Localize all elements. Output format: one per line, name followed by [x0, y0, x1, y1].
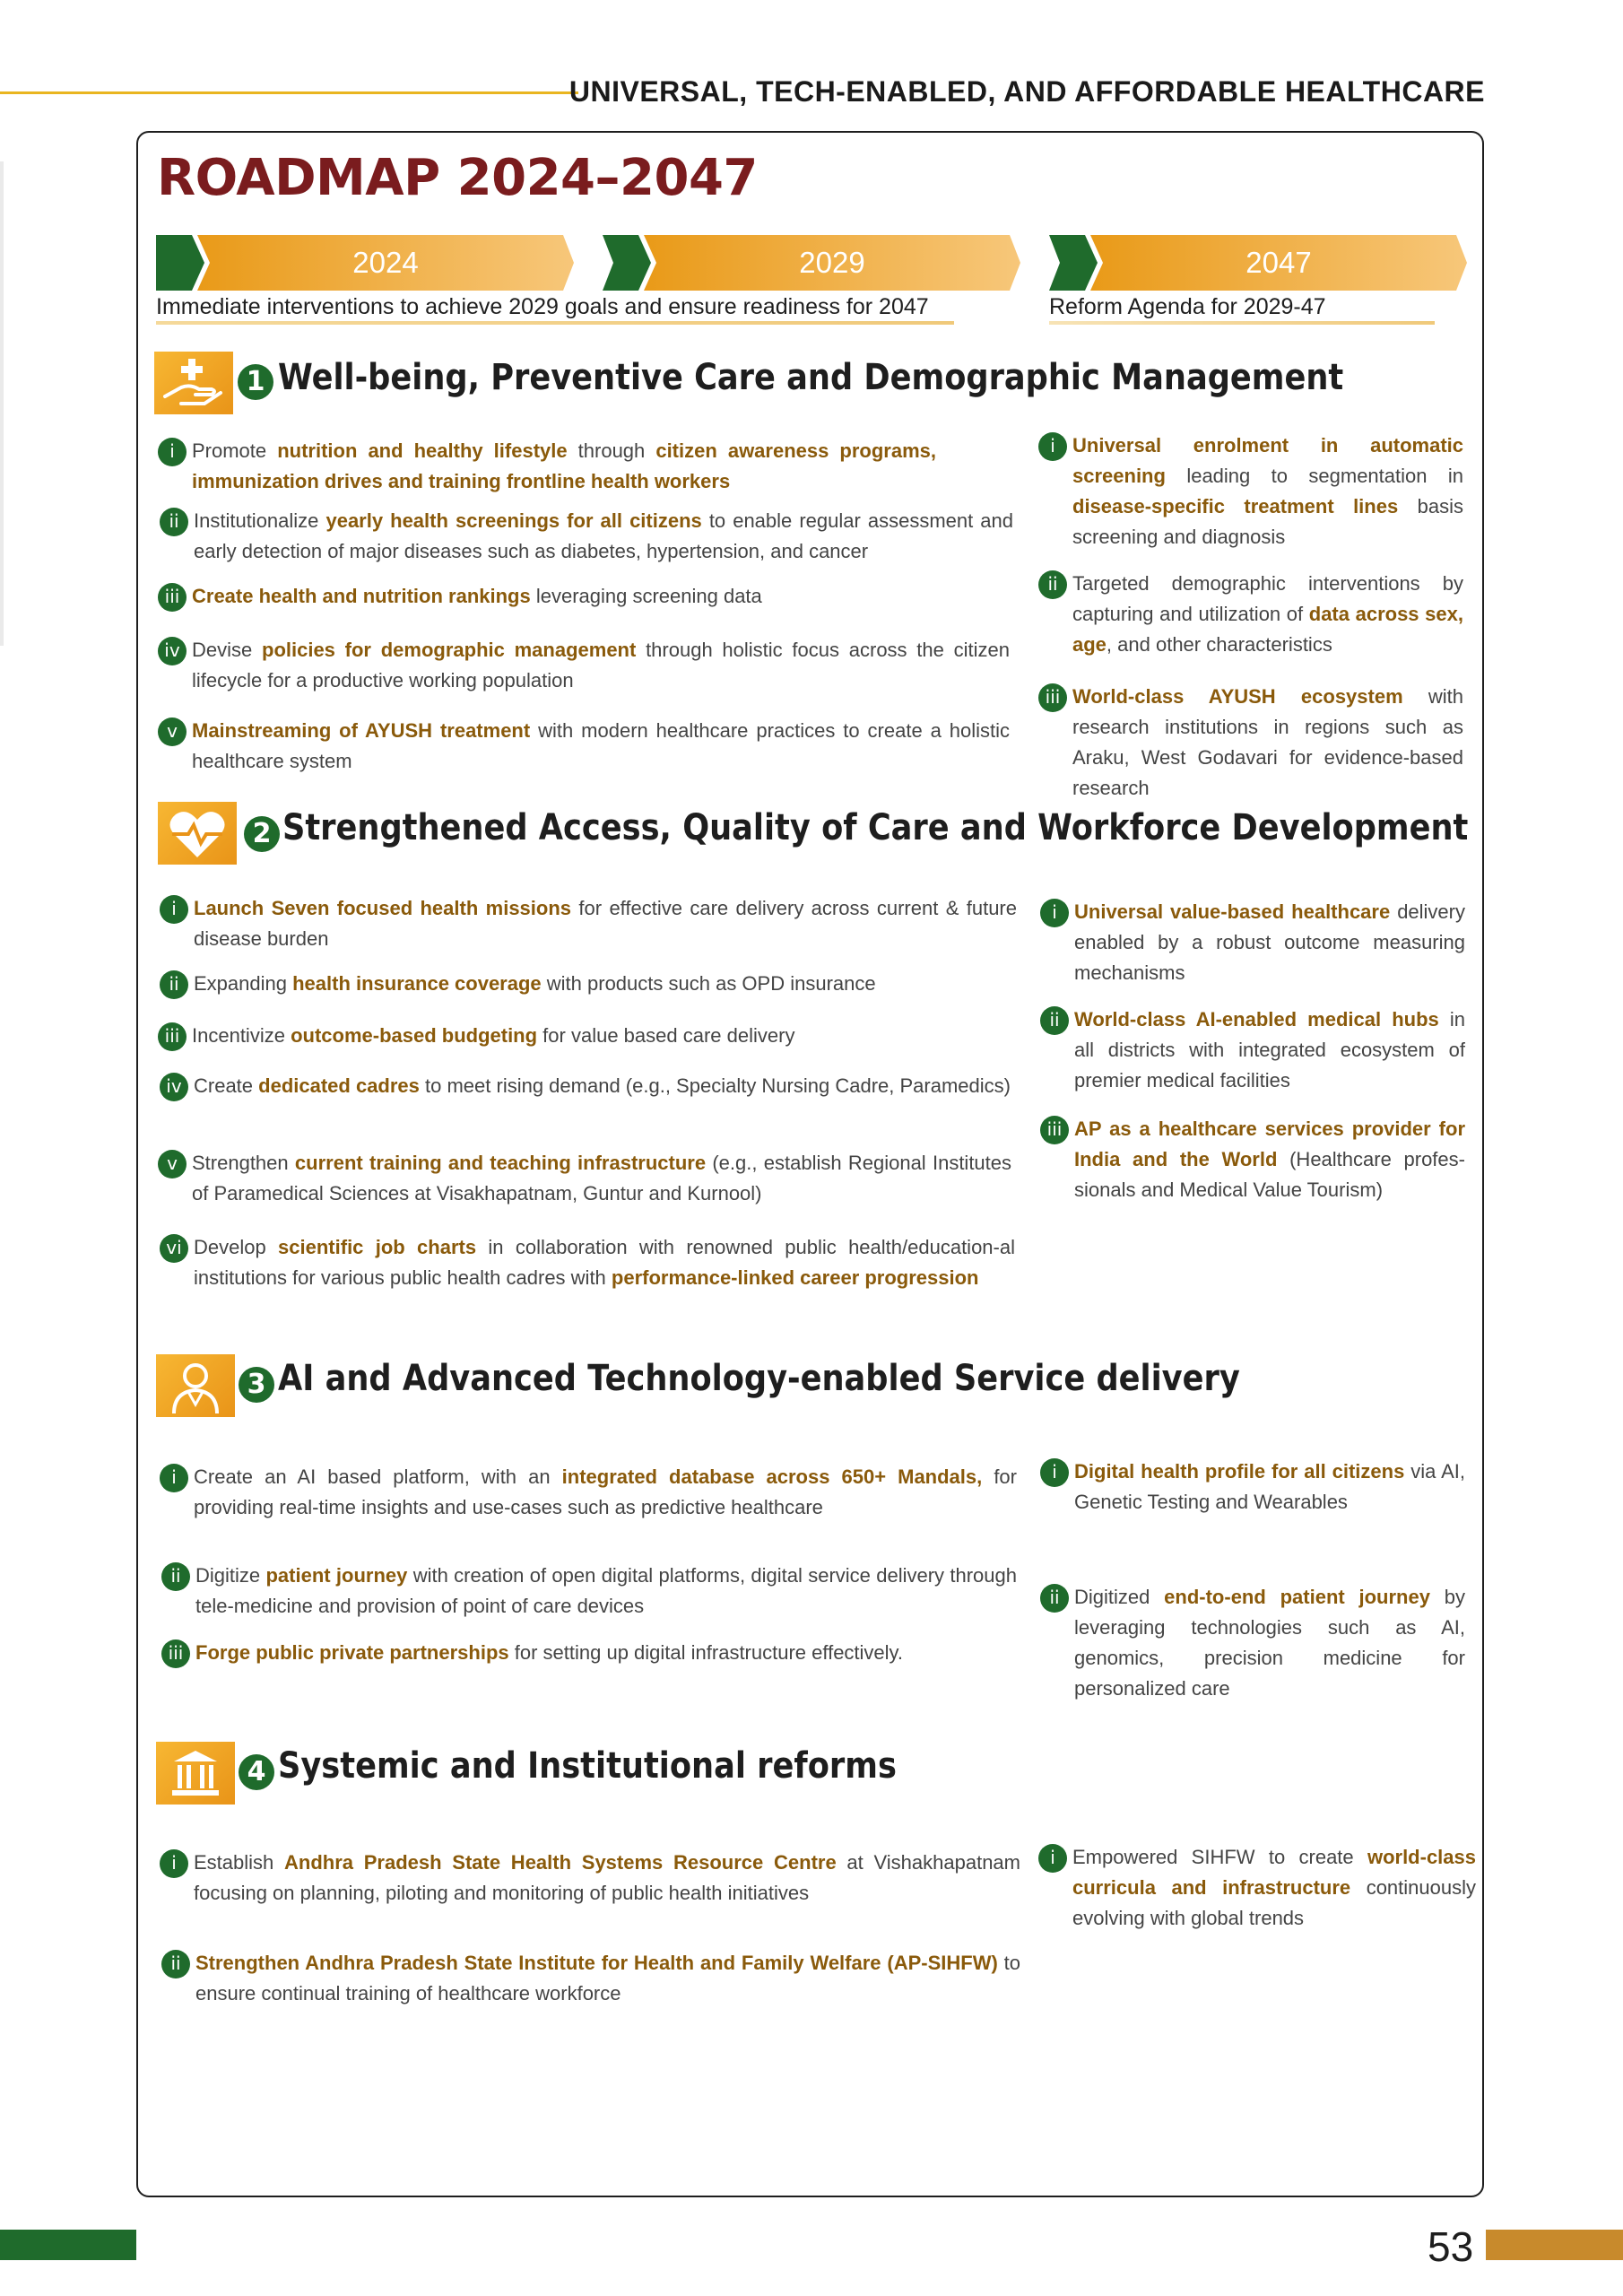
- item-badge: i: [160, 895, 188, 924]
- item-text: AP as a healthcare services provider for India and the World (Healthcare profes-sionals and Medical Value Tourism): [1074, 1118, 1465, 1201]
- list-item: [1052, 897, 1465, 988]
- item-text: Mainstreaming of AYUSH treatment with modern healthcare practices to create a holistic healthcare system: [192, 719, 1011, 772]
- list-item: [169, 436, 936, 497]
- list-item: [1045, 682, 1463, 804]
- list-item: [169, 506, 1013, 567]
- section-number: 3: [239, 1367, 274, 1403]
- timeline-caption-reform: Reform Agenda for 2029-47: [1049, 294, 1326, 319]
- doctor-icon: [156, 1354, 235, 1417]
- item-badge: iii: [1040, 1116, 1069, 1144]
- item-text: Digitize patient journey with creation of open digital platforms, digital service delivery through tele-medicine and provision of point of care devices: [195, 1564, 1017, 1617]
- item-text: Forge public private partnerships for setting up digital infrastructure effectively.: [195, 1641, 904, 1664]
- item-text: Targeted demographic interventions by capturing and utilization of data across sex, age, and other characteristics: [1072, 572, 1463, 656]
- item-text: Launch Seven focused health missions for effective care delivery across current & future disease burden: [194, 897, 1017, 950]
- item-text: Create an AI based platform, with an integrated database across 650+ Mandals, for providing real-time insights and use-cases such as predictive healthcare: [194, 1465, 1017, 1518]
- item-badge: iii: [158, 583, 187, 612]
- section-number: 2: [244, 816, 280, 852]
- item-text: Expanding health insurance coverage with products such as OPD insurance: [194, 972, 876, 995]
- list-item: [166, 1071, 1015, 1101]
- item-badge: v: [158, 1150, 187, 1178]
- list-item: [1046, 1114, 1465, 1205]
- item-text: Establish Andhra Pradesh State Health Systems Resource Centre at Vishakhapatnam focusing on planning, piloting and monitoring of public health initiatives: [194, 1851, 1020, 1904]
- item-text: Digitized end-to-end patient journey by leveraging technologies such as AI, genomics, precision medicine for personalized care: [1074, 1586, 1465, 1700]
- item-badge: iv: [160, 1073, 188, 1101]
- timeline-arrow-2029: [603, 235, 1020, 291]
- item-badge: i: [1040, 1458, 1069, 1487]
- item-badge: ii: [161, 1562, 190, 1591]
- header-rule: [0, 91, 578, 94]
- list-item: [171, 1848, 1020, 1909]
- list-item: [170, 1561, 1017, 1622]
- item-text: Empowered SIHFW to create world-class curricula and infrastructure continuously evolving with global trends: [1072, 1846, 1476, 1929]
- list-item: [1050, 430, 1463, 552]
- item-text: Incentivize outcome-based budgeting for value based care delivery: [192, 1024, 795, 1047]
- item-text: Strengthen current training and teaching infrastructure (e.g., establish Regional Institutes of Paramedical Sciences at Visakhapatnam, Guntur and Kurnool): [192, 1152, 1012, 1205]
- item-badge: iii: [1038, 683, 1067, 712]
- list-item: [164, 1021, 1017, 1051]
- item-badge: i: [160, 1464, 188, 1492]
- timeline-underline: [156, 321, 954, 325]
- item-badge: iv: [158, 637, 187, 665]
- list-item: [171, 1462, 1017, 1523]
- heart-pulse-icon: [158, 802, 237, 865]
- page-header-title: UNIVERSAL, TECH-ENABLED, AND AFFORDABLE HEALTHCARE: [568, 75, 1485, 108]
- list-item: [164, 635, 1010, 696]
- list-item: [164, 581, 1011, 612]
- footer-gold-bar: [1486, 2230, 1623, 2260]
- item-badge: ii: [1038, 570, 1067, 599]
- page-number: 53: [1428, 2223, 1474, 2270]
- item-text: Create health and nutrition rankings leveraging screening data: [192, 585, 762, 607]
- list-item: [168, 1638, 1017, 1668]
- list-item: [166, 1232, 1015, 1293]
- section-number: 1: [238, 364, 273, 400]
- item-badge: v: [158, 718, 187, 746]
- item-badge: iii: [158, 1022, 187, 1051]
- page-edge-mark: [0, 161, 4, 646]
- timeline-year-2024: 2024: [352, 246, 419, 279]
- timeline-arrow-2024: [156, 235, 574, 291]
- institution-icon: [156, 1742, 235, 1805]
- item-badge: ii: [1040, 1584, 1069, 1613]
- item-badge: i: [1038, 1844, 1067, 1873]
- roadmap-title: ROADMAP 2024–2047: [157, 149, 758, 207]
- item-text: Universal value-based healthcare delivery enabled by a robust outcome measuring mechanisms: [1074, 900, 1465, 984]
- timeline-year-2029: 2029: [799, 246, 865, 279]
- item-text: World-class AI-enabled medical hubs in all districts with integrated ecosystem of premier medical facilities: [1074, 1008, 1465, 1091]
- item-text: Promote nutrition and healthy lifestyle through citizen awareness programs, immunization drives and training frontline health workers: [192, 439, 936, 492]
- item-badge: i: [158, 438, 187, 466]
- item-text: Digital health profile for all citizens via AI, Genetic Testing and Wearables: [1074, 1460, 1465, 1513]
- list-item: [1050, 1842, 1476, 1934]
- item-text: World-class AYUSH ecosystem with research institutions in regions such as Araku, West Godavari for evidence-based research: [1072, 685, 1463, 799]
- section-title: AI and Advanced Technology-enabled Service delivery: [278, 1358, 1240, 1399]
- timeline-underline: [1049, 321, 1435, 325]
- item-text: Institutionalize yearly health screenings for all citizens to enable regular assessment and early detection of major diseases such as diabetes, hypertension, and cancer: [194, 509, 1013, 562]
- item-text: Strengthen Andhra Pradesh State Institute for Health and Family Welfare (AP-SIHFW) to ensure continual training of healthcare workforce: [195, 1952, 1020, 2005]
- item-badge: iii: [161, 1639, 190, 1668]
- item-badge: ii: [160, 970, 188, 999]
- item-badge: vi: [160, 1234, 188, 1263]
- item-badge: i: [1040, 899, 1069, 927]
- item-text: Develop scientific job charts in collaboration with renowned public health/education-al institutions for various public health cadres with performance-linked career progression: [194, 1236, 1015, 1289]
- list-item: [1049, 1582, 1465, 1704]
- list-item: [1047, 569, 1463, 660]
- section-title: Strengthened Access, Quality of Care and Workforce Development: [282, 807, 1469, 848]
- hand-plus-icon: [154, 352, 233, 414]
- item-badge: ii: [1040, 1006, 1069, 1035]
- section-number: 4: [239, 1754, 274, 1790]
- list-item: [167, 716, 1011, 777]
- list-item: [170, 1948, 1020, 2009]
- timeline-arrow-2047: [1049, 235, 1467, 291]
- list-item: [169, 969, 1017, 999]
- timeline-caption-near-term: Immediate interventions to achieve 2029 goals and ensure readiness for 2047: [156, 294, 929, 319]
- item-text: Devise policies for demographic management through holistic focus across the citizen lifecycle for a productive working population: [192, 639, 1010, 691]
- item-text: Create dedicated cadres to meet rising demand (e.g., Specialty Nursing Cadre, Paramedics): [194, 1074, 1011, 1097]
- timeline-year-2047: 2047: [1245, 246, 1312, 279]
- section-title: Well-being, Preventive Care and Demographic Management: [278, 357, 1344, 398]
- footer-green-bar: [0, 2230, 136, 2260]
- list-item: [1049, 1004, 1465, 1096]
- list-item: [171, 893, 1017, 954]
- list-item: [167, 1148, 1012, 1209]
- item-text: Universal enrolment in automatic screening leading to segmentation in disease-specific treatment lines basis screening and diagnosis: [1072, 434, 1463, 548]
- item-badge: ii: [161, 1950, 190, 1979]
- section-title: Systemic and Institutional reforms: [278, 1745, 897, 1787]
- item-badge: i: [160, 1849, 188, 1878]
- item-badge: i: [1038, 432, 1067, 461]
- list-item: [1052, 1457, 1465, 1518]
- item-badge: ii: [160, 508, 188, 536]
